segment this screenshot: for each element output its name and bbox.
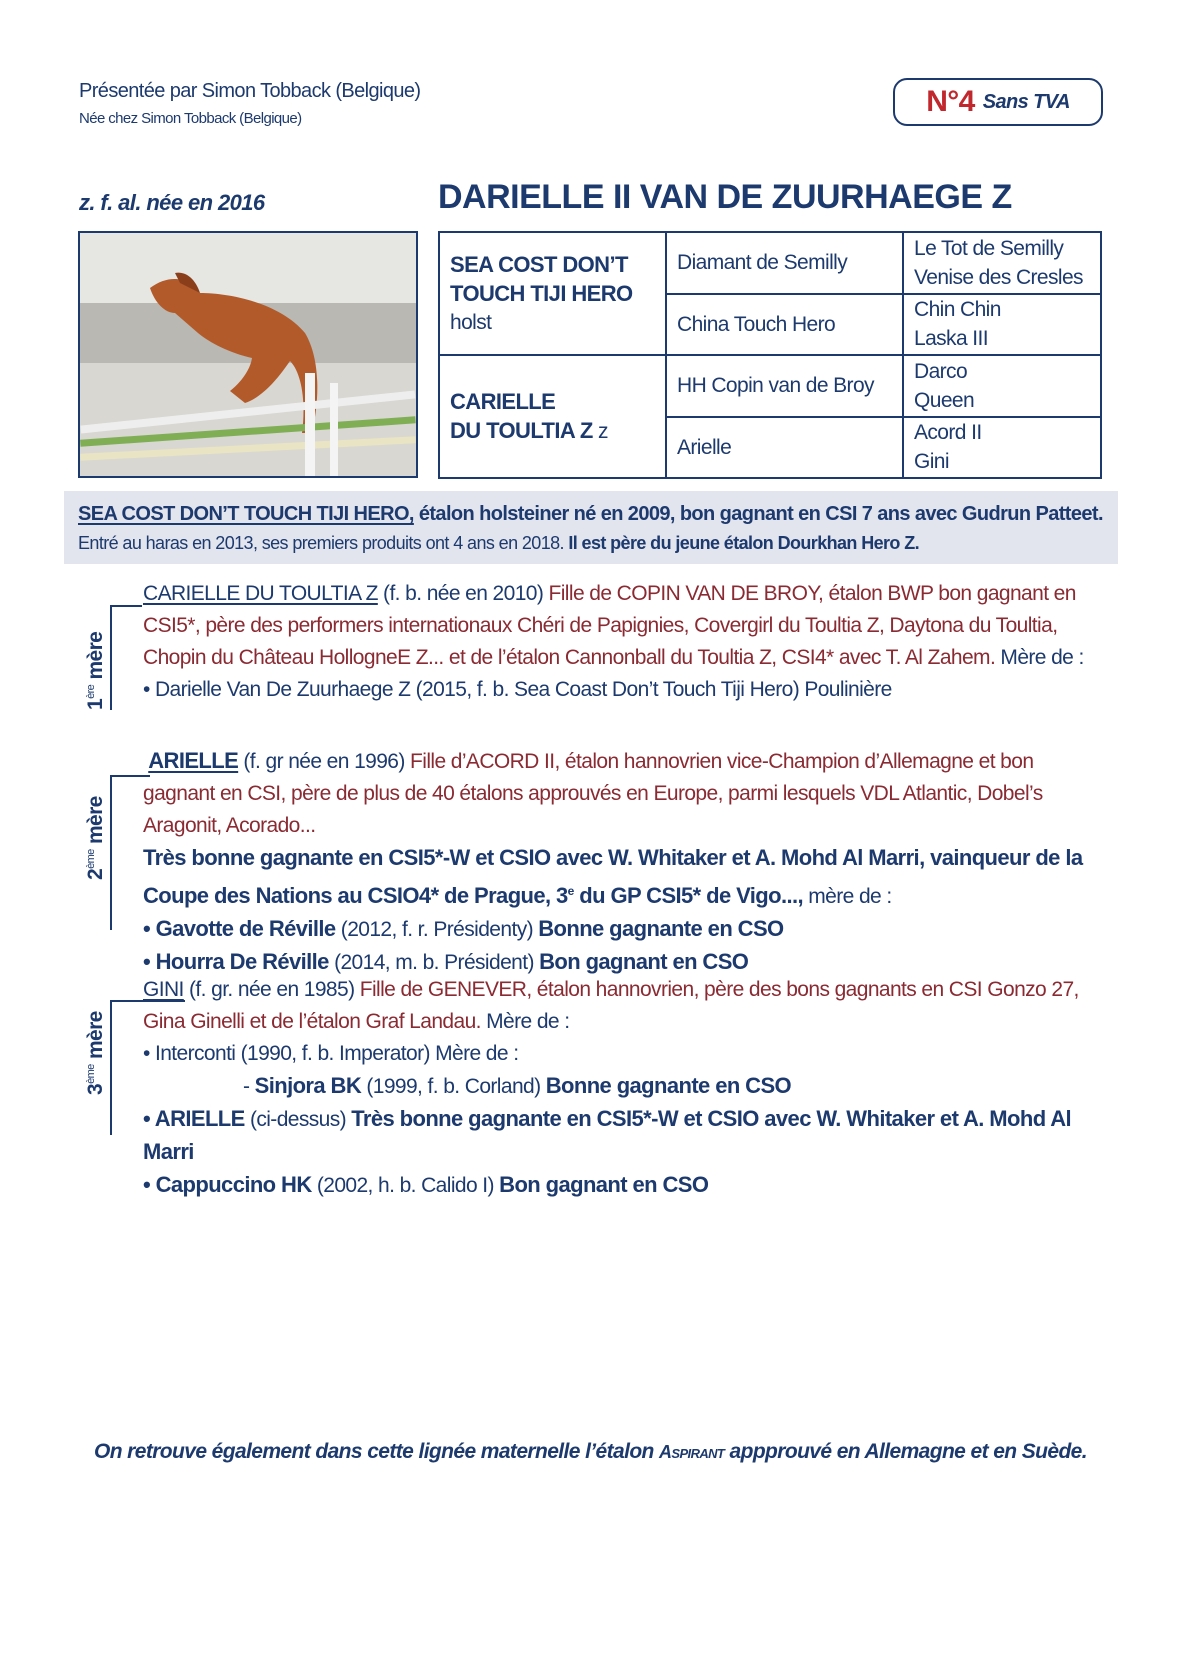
pedigree-dam-dam: Arielle bbox=[666, 417, 903, 479]
pedigree-sire-dam: China Touch Hero bbox=[666, 294, 903, 356]
third-dam-produce-1-sub: - Sinjora BK (1999, f. b. Corland) Bonne gagnante en CSO bbox=[243, 1073, 792, 1098]
first-dam-label: 1ère mère bbox=[84, 631, 107, 710]
second-dam-name: ARIELLE bbox=[148, 748, 239, 773]
footer-note: On retrouve également dans cette lignée maternelle l’étalon Aspirant appprouvé en Allemagne et en Suède. bbox=[93, 1440, 1087, 1463]
second-dam-produce-2: • Hourra De Réville (2014, m. b. Président) Bon gagnant en CSO bbox=[143, 949, 749, 974]
second-dam-label: 2ème mère bbox=[84, 796, 107, 880]
pedigree-sire-sire: Diamant de Semilly bbox=[666, 232, 903, 294]
pedigree-sire: SEA COST DON’T TOUCH TIJI HERO holst bbox=[439, 232, 666, 355]
third-dam-produce-1: • Interconti (1990, f. b. Imperator) Mère de : bbox=[143, 1042, 519, 1065]
vat-note: Sans TVA bbox=[982, 90, 1070, 113]
third-dam-name: GINI bbox=[143, 978, 184, 1001]
pedigree-sd-pair: Chin Chin Laska III bbox=[903, 294, 1101, 356]
lot-number: N°4 bbox=[926, 85, 975, 118]
pedigree-table bbox=[438, 231, 1102, 479]
pedigree-ds-pair: Darco Queen bbox=[903, 355, 1101, 417]
pedigree-dam: CARIELLE DU TOULTIA Z z bbox=[439, 355, 666, 478]
sire-note-name: SEA COST DON’T TOUCH TIJI HERO, bbox=[78, 503, 414, 525]
third-dam-produce-2: • ARIELLE (ci-dessus) Très bonne gagnante en CSI5*-W et CSIO avec W. Whitaker et A. Mohd Al Marri bbox=[143, 1106, 1072, 1164]
first-dam-name: CARIELLE DU TOULTIA Z bbox=[143, 582, 378, 605]
born-at: Née chez Simon Tobback (Belgique) bbox=[79, 110, 302, 127]
third-dam-label: 3ème mère bbox=[84, 1011, 107, 1095]
first-dam-produce: • Darielle Van De Zuurhaege Z (2015, f. b. Sea Coast Don’t Touch Tiji Hero) Poulinière bbox=[143, 678, 892, 701]
horse-name: DARIELLE II VAN DE ZUURHAEGE Z bbox=[438, 178, 1012, 216]
pedigree-ss-pair: Le Tot de Semilly Venise des Cresles bbox=[903, 232, 1101, 294]
first-dam-section: CARIELLE DU TOULTIA Z (f. b. née en 2010) Fille de COPIN VAN DE BROY, étalon BWP bon gagnant en CSI5*, père des performers internationaux Chéri de Papignies, Covergirl du Toultia Z, Daytona du Toultia, Chopin du Château HollognеE Z... et de l’étalon Cannonball du Toultia Z, CSI4* avec T. Al Zahem. Mère de : • Darielle Van De Zuurhaege Z (2015, f. b. Sea Coast Don’t Touch Tiji Hero) Poulinière bbox=[143, 578, 1103, 706]
horse-jumping-image bbox=[80, 233, 416, 476]
horse-subtitle: z. f. al. née en 2016 bbox=[79, 190, 265, 215]
third-dam-produce-3: • Cappuccino HK (2002, h. b. Calido I) Bon gagnant en CSO bbox=[143, 1172, 709, 1197]
second-dam-section: ARIELLE (f. gr née en 1996) Fille d’ACORD II, étalon hannovrien vice-Champion d’Allemagne et bon gagnant en CSI, père de plus de 40 étalons approuvés en Europe, parmi lesquels VDL Atlantic, Dobel’s Aragonit, Acorado... Très bonne gagnante en CSI5*-W et CSIO avec W. Whitaker et A. Mohd Al Marri, vainqueur de la Coupe des Nations au CSIO4* de Prague, 3e du GP CSI5* de Vigo..., mère de : • Gavotte de Réville (2012, f. r. Présidenty) Bonne gagnante en CSO • Hourra De Réville (2014, m. b. Président) Bon gagnant en CSO bbox=[143, 745, 1103, 979]
second-dam-bracket bbox=[110, 775, 112, 930]
third-dam-section: GINI (f. gr. née en 1985) Fille de GENEVER, étalon hannovrien, père des bons gagnants en CSI Gonzo 27, Gina Ginelli et de l’étalon Graf Landau. Mère de : • Interconti (1990, f. b. Imperator) Mère de : - Sinjora BK (1999, f. b. Corland) Bonne gagnante en CSO • ARIELLE (ci-dessus) Très bonne gagnante en CSI5*-W et CSIO avec W. Whitaker et A. Mohd Al Marri • Cappuccino HK (2002, h. b. Calido I) Bon gagnant en CSO bbox=[143, 974, 1103, 1202]
pedigree-dam-sire: HH Copin van de Broy bbox=[666, 355, 903, 417]
presented-by: Présentée par Simon Tobback (Belgique) bbox=[79, 80, 421, 102]
lot-badge bbox=[893, 78, 1103, 126]
third-dam-bracket bbox=[110, 1000, 112, 1135]
first-dam-bracket bbox=[110, 605, 112, 710]
second-dam-produce-1: • Gavotte de Réville (2012, f. r. Présidenty) Bonne gagnante en CSO bbox=[143, 916, 784, 941]
pedigree-dd-pair: Acord II Gini bbox=[903, 417, 1101, 479]
sire-note: SEA COST DON’T TOUCH TIJI HERO, étalon holsteiner né en 2009, bon gagnant en CSI 7 ans avec Gudrun Patteet. Entré au haras en 2013, ses premiers produits ont 4 ans en 2018. Il est père du jeune étalon Dourkhan Hero Z. bbox=[64, 491, 1118, 564]
horse-photo bbox=[78, 231, 418, 478]
